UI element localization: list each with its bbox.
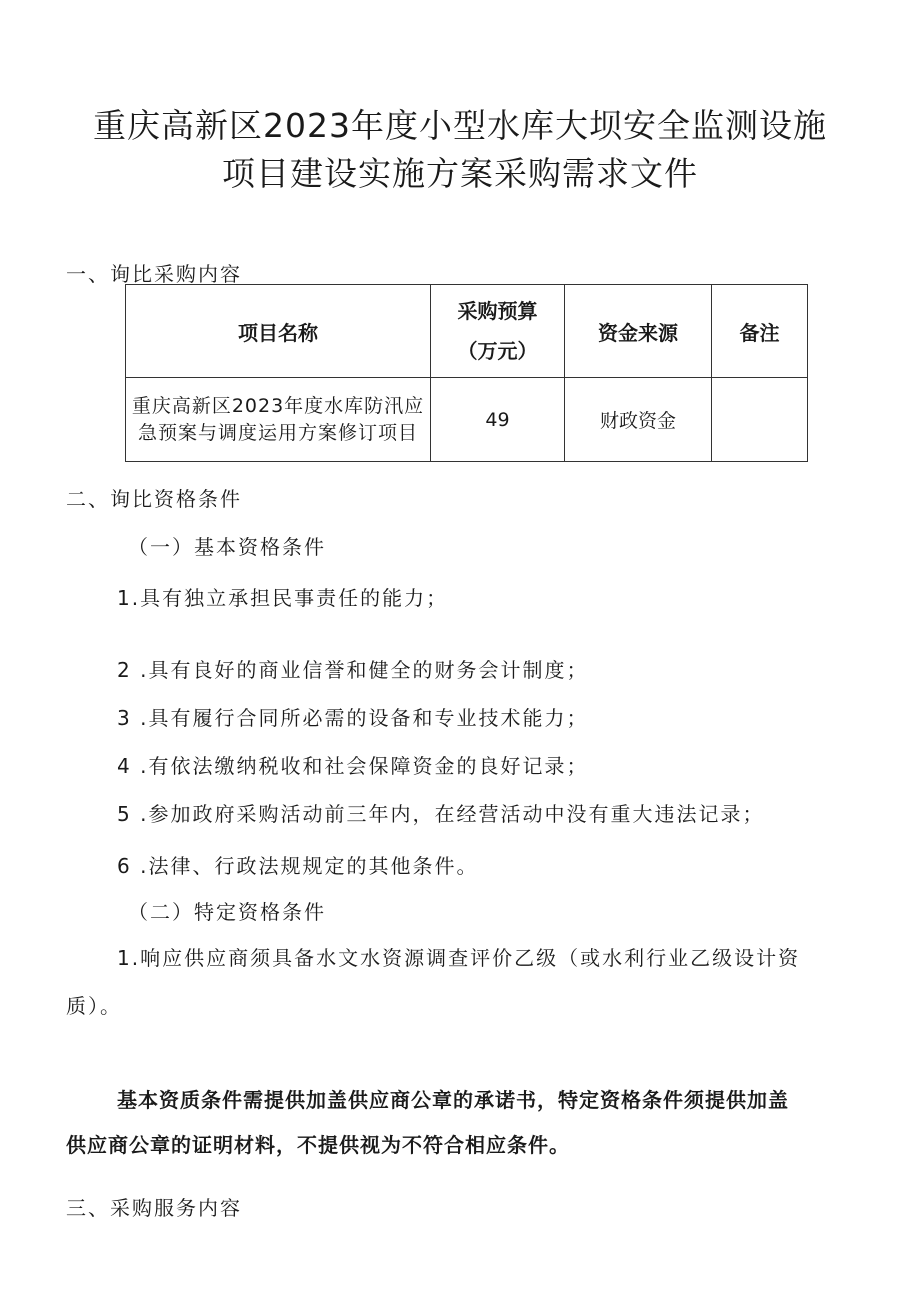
basic-item-6: 6 .法律、行政法规规定的其他条件。 xyxy=(117,854,479,878)
procurement-table xyxy=(125,284,808,462)
header-budget xyxy=(431,285,565,378)
table-header-row xyxy=(126,285,808,378)
header-project-name: 项目名称 xyxy=(126,285,431,378)
basic-qualification-heading: （一）基本资格条件 xyxy=(128,535,326,559)
note-line-1: 基本资质条件需提供加盖供应商公章的承诺书，特定资格条件须提供加盖 xyxy=(117,1088,789,1112)
document-title-line-2: 项目建设实施方案采购需求文件 xyxy=(222,154,698,193)
specific-qualification-heading: （二）特定资格条件 xyxy=(128,900,326,924)
cell-budget: 49 xyxy=(431,378,565,462)
header-budget-line-2: （万元） xyxy=(457,339,538,363)
header-budget-line-1: 采购预算 xyxy=(457,299,538,323)
document-title-line-1: 重庆高新区2023年度小型水库大坝安全监测设施 xyxy=(93,106,827,145)
table-row xyxy=(126,378,808,462)
cell-project-name: 重庆高新区2023年度水库防汛应急预案与调度运用方案修订项目 xyxy=(126,378,431,462)
basic-item-1: 1.具有独立承担民事责任的能力； xyxy=(117,586,449,610)
basic-item-3: 3 .具有履行合同所必需的设备和专业技术能力； xyxy=(117,706,589,730)
header-fund-source: 资金来源 xyxy=(565,285,712,378)
basic-item-2: 2 .具有良好的商业信誉和健全的财务会计制度； xyxy=(117,658,589,682)
cell-fund-source: 财政资金 xyxy=(565,378,712,462)
section-3-heading: 三、采购服务内容 xyxy=(66,1196,242,1220)
note-line-2: 供应商公章的证明材料，不提供视为不符合相应条件。 xyxy=(66,1133,570,1157)
specific-item-1-line-1: 1.响应供应商须具备水文水资源调查评价乙级（或水利行业乙级设计资 xyxy=(117,946,801,970)
cell-remark xyxy=(712,378,808,462)
basic-item-5: 5 .参加政府采购活动前三年内，在经营活动中没有重大违法记录； xyxy=(117,802,765,826)
section-1-heading: 一、询比采购内容 xyxy=(66,262,242,286)
specific-item-1-line-2: 质）。 xyxy=(66,994,122,1018)
section-2-heading: 二、询比资格条件 xyxy=(66,487,242,511)
basic-item-4: 4 .有依法缴纳税收和社会保障资金的良好记录； xyxy=(117,754,589,778)
header-remark: 备注 xyxy=(712,285,808,378)
